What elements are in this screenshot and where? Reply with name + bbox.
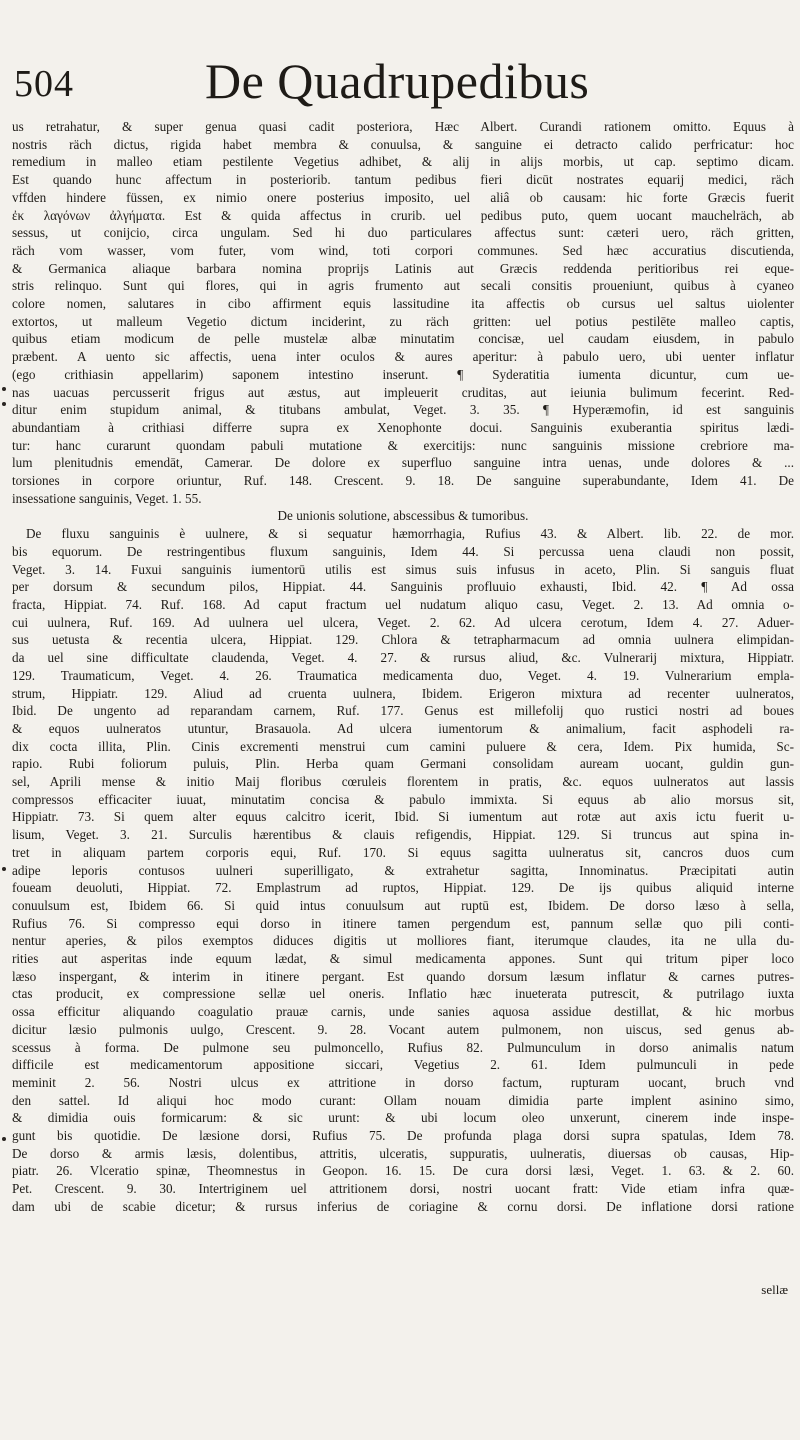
text-line: colore nomen, salutares in cibo affirment equis lassitudine ita affectis ob cursus uel saltus uiolenter: [12, 296, 794, 312]
text-line: & Germanica aliaque barbara nomina proprijs Latinis aut Græcis reddenda peritioribus rei eque-: [12, 260, 794, 276]
text-line: insessatione sanguinis, Veget. 1. 55.: [12, 490, 202, 506]
text-line: scessus à forma. De pulmone seu pulmoncello, Rufius 82. Pulmunculum in dorso animalis natum: [12, 1039, 794, 1055]
text-line: sus uetusta & recentia ulcera, Hippiat. 129. Chlora & tetrapharmacum ad omnia uulnera elimpidan-: [12, 632, 794, 648]
text-line: & dimidia ouis formicarum: & sic urunt: & ubi locum oleo unxerunt, cinerem inde inspe-: [12, 1110, 794, 1126]
text-line: Hippiatr. 73. Si quem alter equus calcitro icerit, Ibid. Si iumentum aut rotæ aut axis ictu fuerit u-: [12, 809, 794, 825]
page-number: 504: [14, 63, 74, 105]
margin-bullet: [2, 1137, 6, 1141]
text-line: gunt bis quotidie. De læsione dorsi, Rufius 75. De profunda plaga dorsi supra spatulas, Idem 78.: [12, 1128, 794, 1144]
text-line: compressos efficaciter iuuat, minutatim concisa & pabulo immixta. Si equus ab alio morsus sit,: [12, 791, 794, 807]
text-line: foueam deuoluti, Hippiat. 72. Emplastrum ad ruptos, Hippiat. 129. De ijs quibus aliquid interne: [12, 880, 794, 896]
text-line: lum plenitudnis emendāt, Camerar. De dolore ex superfluo sanguine intra uenas, unde dolores & ...: [12, 455, 794, 471]
text-line: bis equorum. De restringentibus fluxum sanguinis, Idem 44. Si percussa uena claudi non possit,: [12, 543, 794, 559]
running-title: De Quadrupedibus: [205, 53, 590, 109]
text-line: tret in aliquam partem corporis equi, Ruf. 170. Si equus sagitta uulneratus sit, cancros duos cum: [12, 844, 794, 860]
text-line: & equos uulneratos utuntur, Brasauola. Ad ulcera iumentorum & animalium, facit asphodeli ra-: [12, 720, 794, 736]
text-line: sel, Aprili mense & initio Maij floribus cœruleis florentem in pratis, &c. equos uulneratos aut lassis: [12, 774, 794, 790]
text-line: dam ubi de scabie dicetur; & rursus inferius de coriagine & cornu dorsi. De inflatione dorsi ratione: [12, 1198, 794, 1214]
text-line: (ego crithiasin appellarim) saponem intestino inserunt. ¶ Syderatitia iumenta dicuntur, cum ue-: [12, 366, 794, 382]
catchword: sellæ: [761, 1282, 788, 1297]
page-header: [0, 54, 800, 124]
text-line: Est quando hunc affectum in posteriorib. tantum pedibus fieri dicūt nostrates equarij medici, räch: [12, 172, 794, 188]
text-line: De unionis solutione, abscessibus & tumoribus.: [277, 508, 529, 524]
text-line: ossa efficitur aliquando coagulatio prauæ carnis, unde sanies aquosa assidue destillat, & hic morbus: [12, 1004, 794, 1020]
text-line: per dorsum & secundum pilos, Hippiat. 44. Sanguinis profluuio exhausti, Ibid. 42. ¶ Ad ossa: [12, 579, 794, 595]
margin-bullet: [2, 867, 6, 871]
text-line: conuulsum est, Ibidem 66. Si quid intus conuulsum aut ruptū est, Ibidem. De dorso læso à sella,: [12, 897, 794, 913]
text-line: cui uulnera, Ruf. 169. Ad uulnera uel ulcera, Veget. 2. 62. Ad ulcera cerotum, Idem 4. 27. Aduer-: [12, 614, 794, 630]
text-line: De dorso & armis læsis, dolentibus, attritis, ulceratis, suppuratis, uulneratis, diuersas ob causas, Hip-: [12, 1145, 794, 1161]
text-line: abundantiam à crithiasi differre supra ex Xenophonte docui. Sanguinis exuberantia spiritus lædi-: [12, 419, 794, 435]
text-line: 129. Traumaticum, Veget. 4. 26. Traumatica medicamenta duo, Veget. 4. 19. Vulnerarium empla-: [12, 667, 794, 683]
text-line: rapio. Rubi foliorum puluis, Plin. Herba quam Germani consolidam auream uocant, guldin gun-: [12, 756, 794, 772]
text-line: da uel sine difficultate claudenda, Veget. 4. 27. & rursus aliud, &c. Vulnerarij mixtura, Hippiatr.: [12, 650, 794, 666]
text-line: räch vom wasser, vom futer, vom wind, toti corpori communes. Sed hæc accuratius discutienda,: [12, 242, 794, 258]
text-line: difficile est medicamentorum appositione siccari, Vegetius 2. 61. Idem pulmunculi in pede: [12, 1057, 794, 1073]
text-line: læso inspergant, & interim in itinere pergant. Est quando dorsum læsum inflatur & carnes putres-: [12, 968, 794, 984]
text-line: den sattel. Id aliqui hoc modo curant: Ollam nouam dimidia parte implent asinino simo,: [12, 1092, 794, 1108]
text-line: præbent. A uento sic affectis, uena inter oculos & aures aperitur: à pabulo uero, ubi uenter inflatur: [12, 349, 794, 365]
text-line: Veget. 3. 14. Fuxui sanguinis iumentorū utilis est simus suis infusus in aceto, Plin. Si sanguis fluat: [12, 561, 794, 577]
text-line: fracta, Hippiat. 74. Ruf. 168. Ad caput fractum uel nudatum aliquo casu, Veget. 2. 13. Ad omnia o-: [12, 596, 794, 612]
text-line: nostris räch dictus, rigida habet membra & conuulsa, & sanguine ei detracto calido perfricatur: hoc: [12, 136, 794, 152]
text-line: quibus etiam modicum de pelle mustelæ albæ minutatim concisæ, uel caudam eiusdem, in pabulo: [12, 331, 794, 347]
text-line: Ibid. De ungento ad reparandam carnem, Ruf. 177. Genus est millefolij quo rustici nostri ad boues: [12, 703, 794, 719]
text-line: remedium in malleo etiam pestilente Vegetius adhibet, & alij in alijs morbis, ut cap. septimo dicam.: [12, 154, 794, 170]
margin-marks: [0, 0, 20, 1440]
text-line: us retrahatur, & super genua quasi cadit posteriora, Hæc Albert. Curandi rationem omitto. Equus à: [12, 119, 794, 134]
text-line: meminit 2. 56. Nostri ulcus ex attritione in dorso factum, rupturam uocant, bruch vnd: [12, 1074, 794, 1090]
text-line: dicitur læsio pulmonis uulgo, Crescent. 9. 28. Vocant autem pulmonem, non uiscus, sed genus ab-: [12, 1021, 794, 1037]
text-line: torsiones in corpore oriuntur, Ruf. 148. Crescent. 9. 18. De sanguine superabundante, Idem 41. De: [12, 473, 794, 489]
text-line: dix cocta illita, Plin. Cinis excrementi menstrui cum camini puluere & cera, Idem. Pix humida, Sc-: [12, 738, 794, 754]
text-line: nentur aperies, & pilos exemptos diduces digitis ut molliores fiant, iterumque claudes, ita ne ulla du-: [12, 933, 794, 949]
text-line: ditur enim stupidum animal, & titubans ambulat, Veget. 3. 35. ¶ Hyperæmofin, id est sanguinis: [12, 402, 794, 418]
margin-bullet: [2, 387, 6, 391]
text-line: vffden hindere füssen, ex nimio onere posterius imposito, uel aliâ ob causam: hic forte Græcis fuerit: [12, 189, 794, 205]
text-line: adipe leporis contusos uulneri superilligato, & extrahetur sagitta, Innominatus. Præcipitati autin: [12, 862, 794, 878]
text-line: piatr. 26. Vlceratio spinæ, Theomnestus in Geopon. 16. 15. De cura dorsi læsi, Veget. 1. 63. & 2. 60.: [12, 1163, 794, 1179]
text-line: tur: hanc curarunt quondam pabuli mutatione & exercitijs: nunc sanguinis missione crebriore ma-: [12, 437, 794, 453]
text-line: Rufius 76. Si compresso equi dorso in itinere tamen pergendum est, pannum sellæ quo pili conti-: [12, 915, 794, 931]
text-line: nas uacuas percusserit frigus aut æstus, aut impleuerit cruditas, aut ieiunia bulimum fecerint. Red-: [12, 384, 794, 400]
text-line: sessus, ut conijcio, circa ungulam. Sed hi duo particulares affectus sunt: cæteri uero, räch gritten,: [12, 225, 794, 241]
text-line: rities aut asperitas inde equum lædat, & simul medicamenta appones. Sunt qui tritum piper loco: [12, 951, 794, 967]
text-line: Pet. Crescent. 9. 30. Intertriginem uel attritionem dorsi, nostri uocant fratt: Vide etiam infra quæ-: [12, 1181, 794, 1197]
body-text: [12, 118, 794, 1216]
text-line: strum, Hippiatr. 129. Aliud ad cruenta uulnera, Ibidem. Erigeron mixtura ad recenter uulneratos,: [12, 685, 794, 701]
text-line: extortos, ut malleum Vegetio dictum inciderint, zu räch gritten: uel potius pestilēte malleo captis,: [12, 313, 794, 329]
text-line: ἐκ λαγόνων ἀλγήματα. Est & quida affectus in crurib. uel pedibus puto, quem uocant mauchelräch, ab: [12, 207, 794, 223]
text-line: stris relinquo. Sunt qui flores, qui in agris frumento aut secali consitis proueniunt, quibus à cyaneo: [12, 278, 794, 294]
text-line: lisum, Veget. 3. 21. Surculis hærentibus & clauis refigendis, Hippiat. 129. Si truncus aut spina in-: [12, 827, 794, 843]
text-line: ctas producit, ex compressione sellæ uel oneris. Inflatio hæc inueterata putrescit, & putrilago iuxta: [12, 986, 794, 1002]
margin-bullet: [2, 402, 6, 406]
text-line: De fluxu sanguinis è uulnere, & si sequatur hæmorrhagia, Rufius 43. & Albert. lib. 22. de mor.: [26, 526, 794, 542]
